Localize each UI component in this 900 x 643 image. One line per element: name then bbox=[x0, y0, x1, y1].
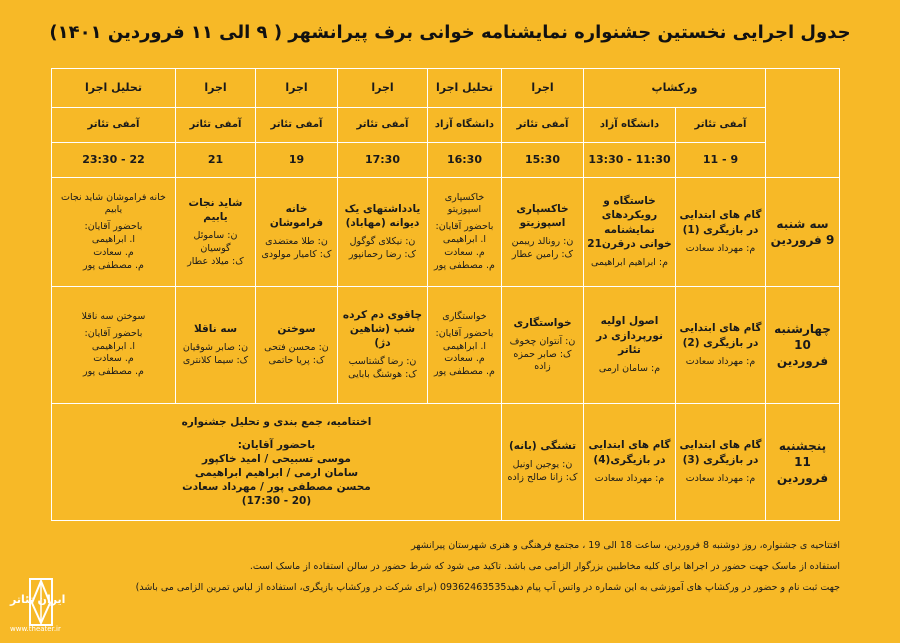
show-author: ن: رونالد ریبمن bbox=[511, 236, 574, 248]
analysis-title: خواستگاری bbox=[442, 310, 487, 322]
time-cell: 16:30 bbox=[427, 143, 501, 178]
header-workshop: ورکشاپ bbox=[583, 69, 765, 108]
day-name: پنجشنبه bbox=[778, 438, 827, 453]
logo bbox=[6, 567, 98, 637]
workshop-teacher: م: ابراهیم ابراهیمی bbox=[591, 256, 668, 268]
header-col: تحلیل اجرا bbox=[427, 69, 501, 108]
logo-name: ایران تئاتر bbox=[10, 593, 66, 606]
day-date: 10 فروردین bbox=[776, 337, 829, 369]
workshop-title: گام های ابتدایی در بازیگری(4) bbox=[588, 439, 671, 466]
workshop-cell bbox=[676, 287, 766, 404]
header-col: اجرا bbox=[501, 69, 583, 108]
analysis-line: م. مصطفی پور bbox=[434, 259, 495, 271]
analysis-line: م. سعادت bbox=[93, 246, 134, 258]
analysis-cell bbox=[51, 287, 175, 404]
time-cell: 15:30 bbox=[501, 143, 583, 178]
analysis-line: م. مصطفی پور bbox=[83, 259, 144, 271]
day-name: چهارشنبه bbox=[774, 321, 831, 336]
workshop-title: گام های ابتدایی در بازیگری (2) bbox=[679, 322, 762, 349]
show-cell bbox=[255, 287, 337, 404]
analysis-cell bbox=[427, 178, 501, 287]
header-col: اجرا bbox=[175, 69, 255, 108]
analysis-line: باحضور آقایان: bbox=[435, 327, 494, 339]
analysis-line: ا. ابراهیمی bbox=[91, 340, 136, 352]
time-cell: 22 - 23:30 bbox=[51, 143, 175, 178]
show-director: ک: پریا حاتمی bbox=[268, 355, 325, 367]
show-cell bbox=[337, 287, 427, 404]
workshop-title: اصول اولیه نورپردازی در تئاتر bbox=[596, 315, 663, 356]
venue-cell: آمفی تئاتر bbox=[51, 108, 175, 143]
workshop-title: گام های ابتدایی در بازیگری (1) bbox=[679, 209, 762, 236]
show-director: ک: رضا رحمانپور bbox=[348, 249, 417, 261]
analysis-line: ا. ابراهیمی bbox=[442, 234, 487, 245]
show-title: چاقوی دم کرده شب (شاهین دژ) bbox=[342, 308, 423, 350]
analysis-line: ا. ابراهیمی bbox=[91, 234, 136, 245]
day-cell bbox=[766, 404, 840, 521]
show-title: سوختن bbox=[277, 323, 316, 336]
analysis-line: ا. ابراهیمی bbox=[442, 340, 487, 352]
analysis-title: سوختن سه ناقلا bbox=[81, 310, 146, 322]
header-col: اجرا bbox=[337, 69, 427, 108]
show-title: خاکسپاری اسپوزیتو bbox=[516, 203, 569, 230]
show-author: ن: نیکلای گوگول bbox=[349, 236, 416, 248]
show-author: ن: ساموئل گوسیان bbox=[193, 229, 238, 254]
page-title: جدول اجرایی نخستین جشنواره نمایشنامه خوانی برف پیرانشهر ( ۹ الی ۱۱ فروردین ۱۴۰۱) bbox=[49, 22, 851, 43]
show-cell bbox=[175, 178, 255, 287]
show-author: ن: رضا گشتاسب bbox=[348, 356, 417, 368]
venue-cell: آمفی تئاتر bbox=[676, 108, 766, 143]
show-author: ن: طلا معتضدی bbox=[265, 236, 328, 248]
show-title: خواستگاری bbox=[513, 316, 572, 329]
show-director: ک: کامیار مولودی bbox=[261, 249, 332, 261]
venue-cell: دانشگاه آزاد bbox=[427, 108, 501, 143]
workshop-teacher: م: مهرداد سعادت bbox=[685, 242, 756, 254]
show-cell bbox=[501, 404, 583, 521]
show-title: خانه فراموشان bbox=[269, 203, 324, 230]
workshop-cell bbox=[583, 178, 675, 287]
closing-line: باحضور آقایان: bbox=[237, 438, 316, 451]
closing-line: موسی تسبیحی / امید خاکپور bbox=[202, 452, 351, 465]
workshop-teacher: م: سامان ارمی bbox=[598, 362, 661, 374]
analysis-cell bbox=[427, 287, 501, 404]
venue-cell: دانشگاه آزاد bbox=[583, 108, 675, 143]
show-title: یادداشتهای یک دیوانه (مهاباد) bbox=[344, 203, 421, 230]
day-cell bbox=[766, 178, 840, 287]
analysis-line: باحضور آقایان: bbox=[84, 327, 143, 339]
show-director: ک: صابر حمزه زاده bbox=[513, 348, 572, 373]
venue-cell: آمفی تئاتر bbox=[337, 108, 427, 143]
closing-cell bbox=[51, 404, 501, 521]
analysis-title: خاکسپاری اسپوزیتو bbox=[444, 191, 485, 216]
time-cell: 9 - 11 bbox=[676, 143, 766, 178]
logo-url: www.theater.ir bbox=[10, 625, 61, 633]
workshop-title: خاستگاه و رویکردهای نمایشنامه خوانی درقرن21 bbox=[587, 195, 672, 250]
note-registration: جهت ثبت نام و حضور در ورکشاپ های آموزشی به این شماره در واتس آپ پیام دهید09362463535 (برای شرکت در ورکشاپ بازیگری، استفاده از لباس تمرین الزامی می باشد) bbox=[135, 581, 840, 593]
show-title: شاید نجات یابیم bbox=[188, 196, 243, 223]
analysis-line: م. سعادت bbox=[93, 353, 134, 365]
workshop-teacher: م: مهرداد سعادت bbox=[685, 355, 756, 367]
day-cell bbox=[766, 287, 840, 404]
workshop-title: گام های ابتدایی در بازیگری (3) bbox=[679, 439, 762, 466]
venue-cell: آمفی تئاتر bbox=[255, 108, 337, 143]
show-cell bbox=[175, 287, 255, 404]
notes bbox=[60, 540, 840, 602]
show-cell bbox=[255, 178, 337, 287]
show-author: ن: آنتوان چخوف bbox=[509, 335, 576, 347]
show-author: ن: محسن فتحی bbox=[264, 342, 329, 354]
workshop-cell bbox=[676, 178, 766, 287]
show-cell bbox=[501, 178, 583, 287]
show-author: ن: یوجین اونیل bbox=[512, 459, 573, 471]
day-date: 11 فروردین bbox=[776, 454, 829, 486]
show-director: ک: رامین عطار bbox=[511, 249, 574, 261]
header-col: اجرا bbox=[255, 69, 337, 108]
show-cell bbox=[337, 178, 427, 287]
day-date: 9 فروردین bbox=[770, 233, 835, 247]
corner-cell bbox=[766, 69, 840, 178]
workshop-teacher: م: مهرداد سعادت bbox=[685, 472, 756, 484]
show-author: ن: صابر شوقیان bbox=[182, 342, 249, 354]
day-name: سه شنبه bbox=[776, 216, 829, 231]
workshop-cell bbox=[583, 287, 675, 404]
note-mask: استفاده از ماسک جهت حضور در اجراها برای کلیه مخاطبین بزرگوار الزامی می باشد. تاکید می شود که شرط حضور در سالن استفاده از ماسک است. bbox=[249, 560, 840, 572]
show-cell bbox=[501, 287, 583, 404]
time-cell: 21 bbox=[175, 143, 255, 178]
schedule-table bbox=[52, 68, 840, 521]
venue-cell: آمفی تئاتر bbox=[175, 108, 255, 143]
workshop-cell bbox=[583, 404, 675, 521]
analysis-line: م. سعادت bbox=[444, 246, 485, 258]
closing-line: محسن مصطفی پور / مهرداد سعادت bbox=[182, 481, 371, 494]
workshop-teacher: م: مهرداد سعادت bbox=[594, 472, 665, 484]
time-cell: 11:30 - 13:30 bbox=[583, 143, 675, 178]
time-cell: 17:30 bbox=[337, 143, 427, 178]
time-cell: 19 bbox=[255, 143, 337, 178]
closing-title: اختتامیه، جمع بندی و تحلیل جشنواره bbox=[181, 416, 372, 429]
show-title: تشنگی (بانه) bbox=[508, 440, 577, 453]
show-director: ک: زانا صالح زاده bbox=[507, 472, 578, 484]
show-director: ک: سیما کلانتری bbox=[182, 355, 249, 367]
header-col: تحلیل اجرا bbox=[51, 69, 175, 108]
show-title: سه ناقلا bbox=[193, 323, 238, 336]
analysis-line: باحضور آقایان: bbox=[84, 221, 143, 233]
analysis-line: م. سعادت bbox=[444, 353, 485, 365]
show-director: ک: هوشنگ بابایی bbox=[348, 369, 417, 381]
analysis-line: باحضور آقایان: bbox=[435, 221, 494, 233]
note-opening: افتتاحیه ی جشنواره، روز دوشنبه 8 فروردین، ساعت 18 الی 19 ، مجتمع فرهنگی و هنری شهرستان پیرانشهر bbox=[411, 540, 840, 551]
analysis-title: خانه فراموشان شاید نجات یابیم bbox=[61, 191, 166, 216]
workshop-cell bbox=[676, 404, 766, 521]
analysis-line: م. مصطفی پور bbox=[434, 366, 495, 378]
closing-line: سامان ارمی / ابراهیم ابراهیمی bbox=[194, 467, 359, 479]
analysis-cell bbox=[51, 178, 175, 287]
analysis-line: م. مصطفی پور bbox=[83, 366, 144, 378]
show-director: ک: میلاد عطار bbox=[187, 255, 244, 267]
closing-time: (20 - 17:30) bbox=[241, 495, 312, 508]
venue-cell: آمفی تئاتر bbox=[501, 108, 583, 143]
